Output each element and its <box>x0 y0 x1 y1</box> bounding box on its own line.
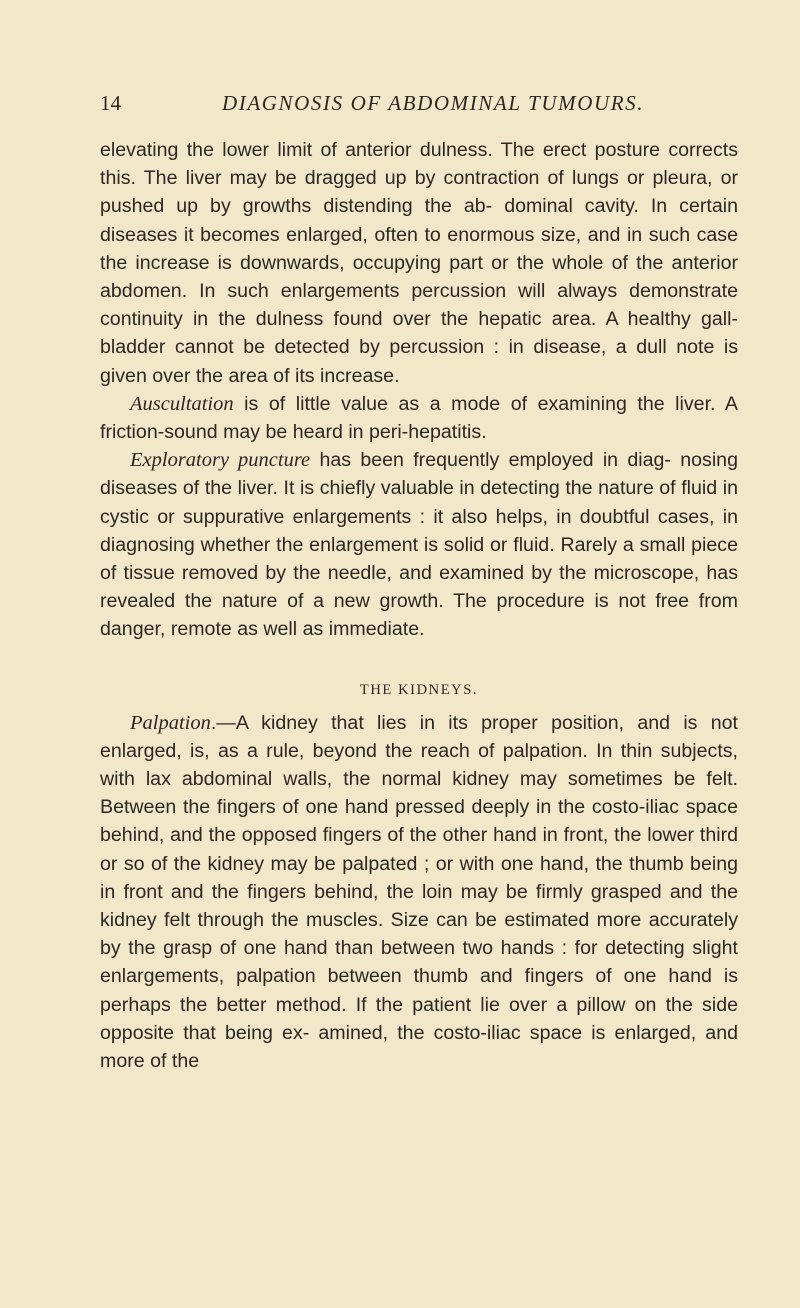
paragraph-palpation <box>100 709 738 1076</box>
section-heading-kidneys: THE KIDNEYS. <box>359 681 479 698</box>
exploratory-puncture-label: Exploratory puncture <box>130 449 311 472</box>
auscultation-text: is of little value as a mode of examining the liver. A friction-sound may be heard in peri-hepatitis. <box>100 392 738 444</box>
running-head <box>100 88 740 118</box>
paragraph-auscultation <box>100 390 738 446</box>
exploratory-puncture-text: has been frequently employed in diag- nosing diseases of the liver. It is chiefly valuable in detecting the nature of fluid in cystic or suppurative enlargements : it also helps, in doubtful cases, in diagnosing whether the enlargement is solid or fluid. Rarely a small piece of tissue removed by the needle, and examined by the microscope, has revealed the nature of a new growth. The procedure is not free from danger, remote as well as immediate. <box>100 449 738 641</box>
page-number: 14 <box>100 91 121 115</box>
auscultation-label: Auscultation <box>130 392 234 415</box>
paragraph-exploratory-puncture <box>100 446 738 643</box>
palpation-text: .—A kidney that lies in its proper position, and is not enlarged, is, as a rule, beyond the reach of palpation. In thin subjects, with lax abdominal walls, the normal kidney may sometimes be felt. Between the fingers of one hand pressed deeply in the costo-iliac space behind, and the opposed fingers of the other hand in front, the lower third or so of the kidney may be palpated ; or with one hand, the thumb being in front and the fingers behind, the loin may be firmly grasped and the kidney felt through the muscles. Size can be estimated more accurately by the grasp of one hand than between two hands : for detecting slight enlargements, palpation between thumb and fingers of one hand is perhaps the better method. If the patient lie over a pillow on the side opposite that being ex- amined, the costo-iliac space is enlarged, and more of the <box>100 711 738 1073</box>
palpation-label: Palpation <box>130 711 211 734</box>
running-title: DIAGNOSIS OF ABDOMINAL TUMOURS. <box>222 91 645 115</box>
paragraph-liver-enlargement: elevating the lower limit of anterior dulness. The erect posture corrects this. The liver may be dragged up by contraction of lungs or pleura, or pushed up by growths distending the ab- dominal cavity. In certain diseases it becomes enlarged, often to enormous size, and in such case the increase is downwards, occupying part or the whole of the anterior abdomen. In such enlargements percussion will always demonstrate continuity in the dulness found over the hepatic area. A healthy gall-bladder cannot be detected by percussion : in disease, a dull note is given over the area of its increase. <box>100 139 738 387</box>
body-text <box>100 136 738 1075</box>
